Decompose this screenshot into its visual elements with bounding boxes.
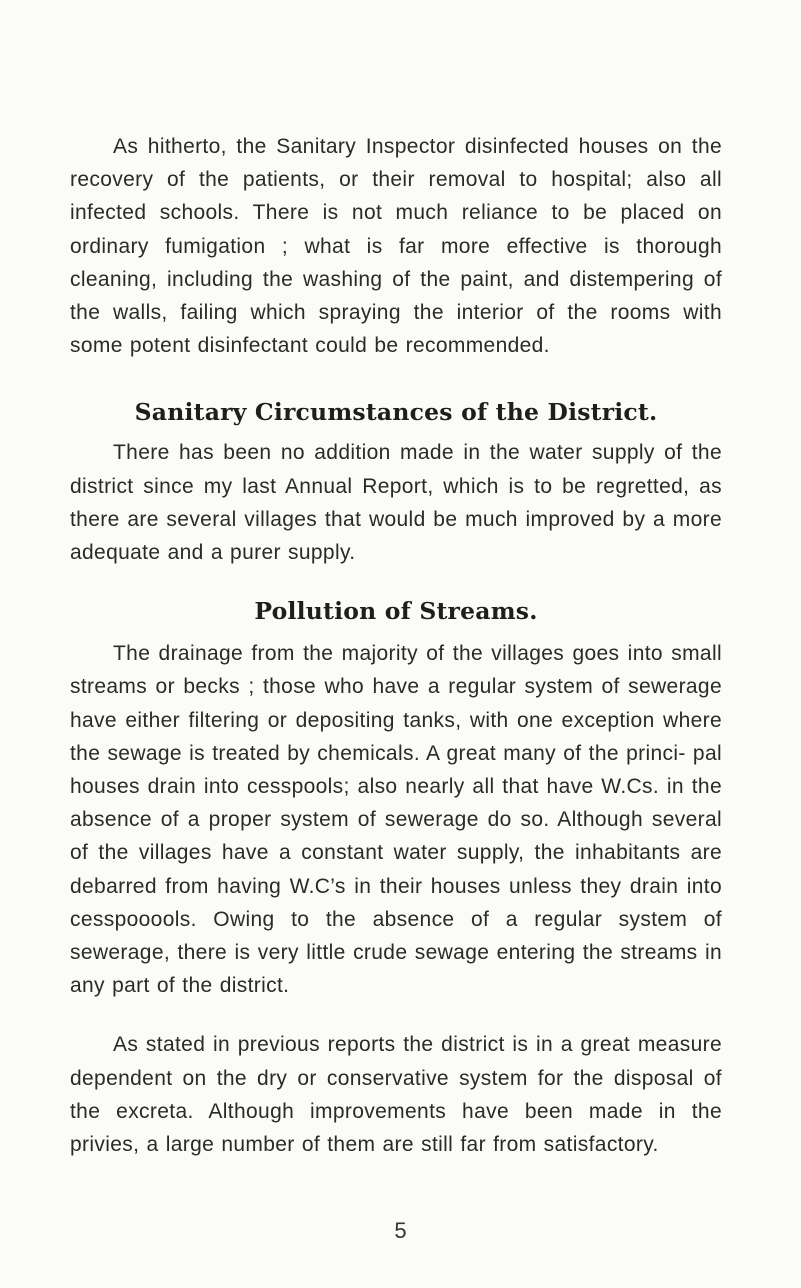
document-page <box>70 130 722 1161</box>
paragraph-dry-system: As stated in previous reports the district is in a great measure dependent on the dry or conservative system for the disposal of the excreta. Although improvements have been made in the privies, a large number of them are still far from satisfactory. <box>70 1033 722 1157</box>
paragraph-drainage: The drainage from the majority of the villages goes into small streams or becks ; those who have a regular system of sewerage have either filtering or depositing tanks, with one exception where the sewage is treated by chemicals. A great many of the princi- pal houses drain into cesspools; also nearly all that have W.Cs. in the absence of a proper system of sewerage do so. Although several of the villages have a constant water supply, the inhabitants are debarred from having W.C’s in their houses unless they drain into cesspooools. Owing to the absence of a regular system of sewerage, there is very little crude sewage entering the streams in any part of the district. <box>70 642 722 998</box>
heading-pollution-of-streams: Pollution of Streams. <box>254 597 538 626</box>
paragraph-disinfection: As hitherto, the Sanitary Inspector disinfected houses on the recovery of the patients, or their removal to hospital; also all infected schools. There is not much reliance to be placed on ordinary fumigation ; what is far more effective is thorough cleaning, including the washing of the paint, and distempering of the walls, failing which spraying the interior of the rooms with some potent disinfectant could be recommended. <box>70 135 722 358</box>
paragraph-water-supply: There has been no addition made in the water supply of the district since my last Annual Report, which is to be regretted, as there are several villages that would be much improved by a more adequate and a purer supply. <box>70 441 722 565</box>
heading-sanitary-circumstances: Sanitary Circumstances of the District. <box>134 398 658 427</box>
page-number: 5 <box>394 1218 407 1243</box>
